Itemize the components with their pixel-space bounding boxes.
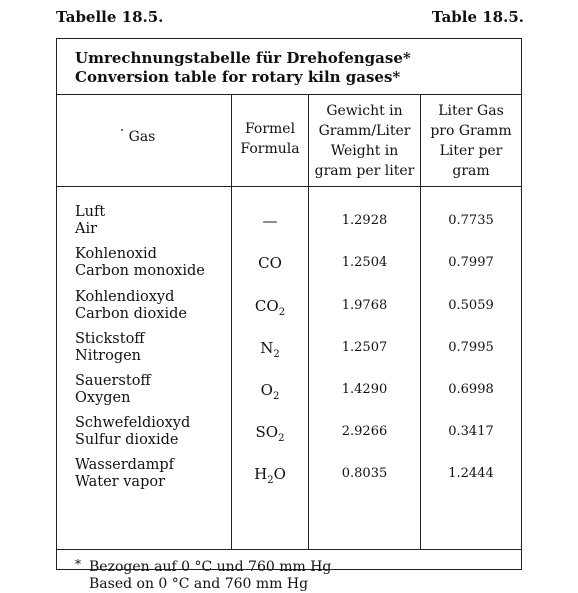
column-header-formula-de: Formel <box>244 121 296 137</box>
column-header-liter-en-2: gram <box>452 163 490 179</box>
formula-tail: O <box>273 465 286 483</box>
gas-name-en: Water vapor <box>75 474 166 490</box>
gas-name-en: Nitrogen <box>75 348 142 364</box>
gas-name <box>75 373 151 407</box>
liter-value: 0.5059 <box>448 298 494 313</box>
weight-value: 1.4290 <box>341 382 388 397</box>
liter-value: 0.7995 <box>448 340 494 355</box>
table-row <box>57 455 523 497</box>
column-header-liter-en-1: Liter per <box>439 143 503 159</box>
column-header-weight-de-1: Gewicht in <box>326 103 403 119</box>
gas-formula <box>232 465 308 486</box>
gas-formula <box>232 212 308 233</box>
formula-subscript: 2 <box>267 475 274 486</box>
weight-value: 1.9768 <box>341 298 388 313</box>
table-row <box>57 287 523 329</box>
gas-name-en: Carbon dioxide <box>75 306 187 322</box>
gas-formula <box>232 339 308 360</box>
gas-name-de: Kohlenoxid <box>75 246 157 262</box>
table-row <box>57 329 523 371</box>
gas-name <box>75 415 190 449</box>
table-row <box>57 202 523 244</box>
gas-name <box>75 204 105 238</box>
header-divider <box>57 186 521 187</box>
footnote-de: Bezogen auf 0 °C und 760 mm Hg <box>89 559 332 575</box>
liter-value: 1.2444 <box>448 466 494 481</box>
formula-base: SO <box>255 423 279 441</box>
column-header-weight-en-2: gram per liter <box>314 163 415 179</box>
caption-de: Umrechnungstabelle für Drehofengase* <box>75 49 411 67</box>
column-header-liter-de-2: pro Gramm <box>430 123 512 139</box>
column-header-liter <box>421 101 521 181</box>
weight-value: 1.2507 <box>341 340 388 355</box>
formula-base: — <box>262 212 278 230</box>
gas-name-en: Sulfur dioxide <box>75 432 179 448</box>
table-caption <box>75 49 411 87</box>
gas-name-de: Wasserdampf <box>75 457 175 473</box>
footnote-divider <box>57 549 521 550</box>
gas-formula <box>232 297 308 318</box>
column-header-liter-de-1: Liter Gas <box>438 103 504 119</box>
column-header-formula-en: Formula <box>240 141 300 157</box>
gas-formula <box>232 254 308 275</box>
formula-subscript: 2 <box>278 307 286 318</box>
column-header-weight-en-1: Weight in <box>330 143 399 159</box>
formula-base: O <box>260 381 273 399</box>
weight-value: 2.9266 <box>341 424 388 439</box>
gas-name-en: Oxygen <box>75 390 131 406</box>
gas-name-de: Sauerstoff <box>75 373 151 389</box>
liter-value: 0.7997 <box>448 255 494 270</box>
liter-value: 0.7735 <box>448 213 494 228</box>
liter-value: 0.6998 <box>448 382 494 397</box>
column-header-gas-label: Gas <box>128 129 156 145</box>
weight-value: 0.8035 <box>341 466 388 481</box>
footnote-marker: * <box>75 557 81 571</box>
gas-formula <box>232 423 308 444</box>
gas-name <box>75 289 187 323</box>
footnote-en: Based on 0 °C and 760 mm Hg <box>89 576 309 592</box>
table-number-de: Tabelle 18.5. <box>56 8 164 26</box>
table-row <box>57 244 523 286</box>
formula-base: N <box>260 339 274 357</box>
gas-name <box>75 331 145 365</box>
table-row <box>57 371 523 413</box>
table-row <box>57 413 523 455</box>
formula-base: H <box>254 465 268 483</box>
gas-name-de: Stickstoff <box>75 331 145 347</box>
gas-name-en: Air <box>75 221 98 237</box>
formula-subscript: 2 <box>272 391 280 402</box>
column-header-gas <box>87 127 197 147</box>
column-header-weight-de-2: Gramm/Liter <box>318 123 411 139</box>
gas-name-de: Kohlendioxyd <box>75 289 175 305</box>
formula-base: CO <box>254 297 279 315</box>
caption-en: Conversion table for rotary kiln gases* <box>75 68 401 86</box>
gas-name <box>75 246 205 280</box>
column-header-weight <box>309 101 420 181</box>
caption-divider <box>57 94 521 95</box>
gas-name-de: Schwefeldioxyd <box>75 415 191 431</box>
gas-name <box>75 457 174 491</box>
weight-value: 1.2928 <box>341 213 388 228</box>
gas-name-de: Luft <box>75 204 106 220</box>
liter-value: 0.3417 <box>448 424 494 439</box>
table-number-en: Table 18.5. <box>431 8 524 26</box>
gas-name-en: Carbon monoxide <box>75 263 205 279</box>
formula-base: CO <box>258 254 282 272</box>
column-header-formula <box>232 119 308 159</box>
table-frame <box>56 38 522 592</box>
formula-subscript: 2 <box>278 433 285 444</box>
footnote <box>75 559 331 593</box>
weight-value: 1.2504 <box>341 255 388 270</box>
gas-formula <box>232 381 308 402</box>
formula-subscript: 2 <box>273 349 280 360</box>
